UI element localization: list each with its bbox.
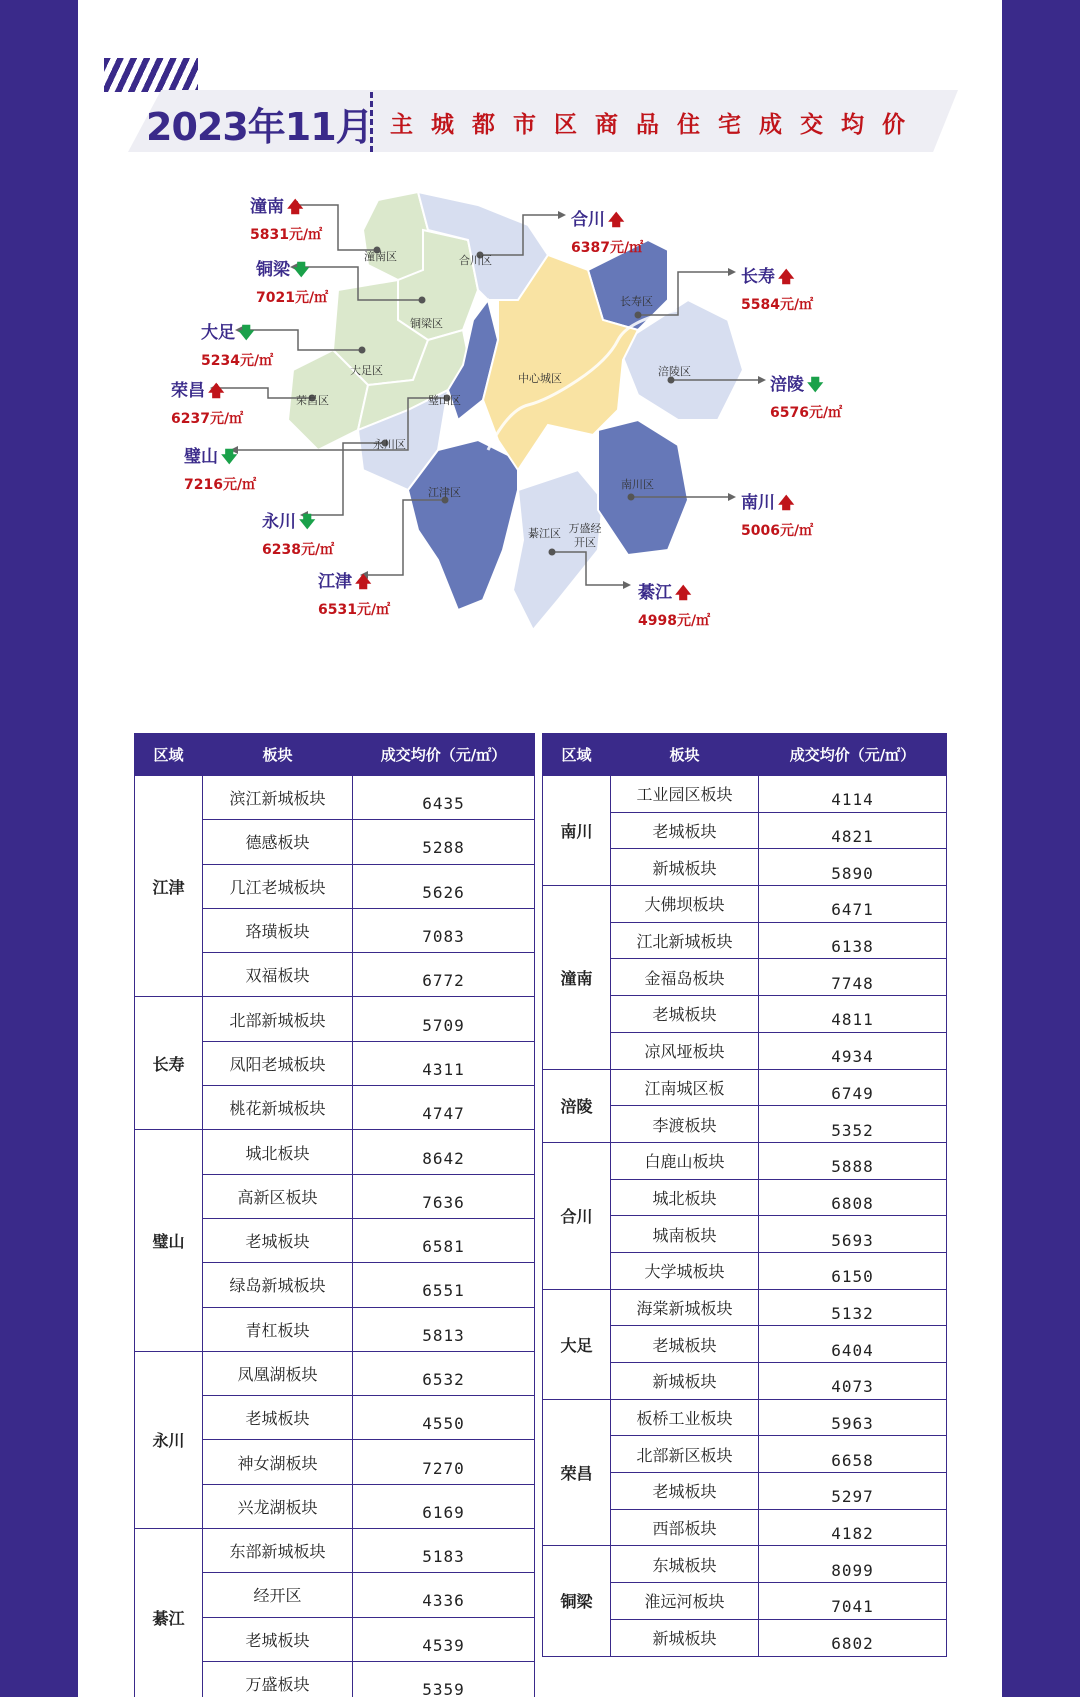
arrow-down-icon: 🡇 [807, 375, 824, 394]
price-cell: 6551 [353, 1263, 535, 1307]
callout-price: 6576元/㎡ [770, 405, 843, 421]
block-cell: 德感板块 [203, 820, 353, 864]
block-cell: 东城板块 [611, 1546, 759, 1583]
block-cell: 江南城区板 [611, 1069, 759, 1106]
district-label-tongnan: 潼南区 [364, 250, 397, 263]
block-cell: 城北板块 [611, 1179, 759, 1216]
price-cell: 5626 [353, 864, 535, 908]
callout-price: 5006元/㎡ [741, 523, 814, 539]
price-cell: 4539 [353, 1617, 535, 1661]
price-cell: 4336 [353, 1573, 535, 1617]
price-cell: 6749 [759, 1069, 947, 1106]
callout-name: 南川 [741, 493, 775, 513]
block-cell: 老城板块 [611, 1326, 759, 1363]
callout-name: 璧山 [184, 447, 218, 467]
arrow-up-icon: 🡅 [208, 381, 225, 400]
price-cell: 4114 [759, 776, 947, 813]
district-label-fuling: 涪陵区 [658, 365, 691, 378]
callout-price: 5234元/㎡ [201, 353, 274, 369]
price-cell: 5813 [353, 1307, 535, 1351]
block-cell: 江北新城板块 [611, 922, 759, 959]
callout-fuling [770, 370, 842, 422]
block-cell: 双福板块 [203, 953, 353, 997]
block-cell: 桃花新城板块 [203, 1086, 353, 1130]
price-cell: 6150 [759, 1252, 947, 1289]
price-cell: 6808 [759, 1179, 947, 1216]
header-price: 成交均价（元/㎡） [759, 734, 947, 776]
block-cell: 老城板块 [611, 812, 759, 849]
block-cell: 西部板块 [611, 1509, 759, 1546]
callout-price: 6531元/㎡ [318, 602, 391, 618]
table-row [543, 1546, 947, 1583]
arrow-down-icon: 🡇 [293, 260, 310, 279]
price-cell: 4550 [353, 1396, 535, 1440]
district-cell: 涪陵 [543, 1069, 611, 1142]
callout-price: 5584元/㎡ [741, 297, 814, 313]
table-row [135, 1351, 535, 1395]
callout-price: 4998元/㎡ [638, 613, 711, 629]
arrow-up-icon: 🡅 [675, 583, 692, 602]
callout-name: 合川 [571, 210, 605, 230]
price-cell: 6581 [353, 1218, 535, 1262]
header-district: 区域 [543, 734, 611, 776]
price-cell: 5693 [759, 1216, 947, 1253]
block-cell: 板桥工业板块 [611, 1399, 759, 1436]
block-cell: 大学城板块 [611, 1252, 759, 1289]
callout-rongchang [171, 376, 243, 428]
price-cell: 5183 [353, 1529, 535, 1573]
block-cell: 万盛板块 [203, 1661, 353, 1697]
district-cell: 大足 [543, 1289, 611, 1399]
left-border [0, 0, 78, 1697]
district-cell: 潼南 [543, 886, 611, 1069]
block-cell: 珞璜板块 [203, 908, 353, 952]
callout-name: 长寿 [741, 267, 775, 287]
arrow-down-icon: 🡇 [238, 323, 255, 342]
district-cell: 铜梁 [543, 1546, 611, 1656]
block-cell: 老城板块 [203, 1617, 353, 1661]
block-cell: 神女湖板块 [203, 1440, 353, 1484]
price-cell: 5709 [353, 997, 535, 1041]
price-cell: 4811 [759, 996, 947, 1033]
block-cell: 高新区板块 [203, 1174, 353, 1218]
price-table-left [134, 733, 535, 1697]
callout-name: 潼南 [250, 197, 284, 217]
callout-name: 永川 [262, 512, 296, 532]
table-row [135, 776, 535, 820]
district-label-hechuan: 合川区 [459, 254, 492, 267]
table-row [543, 1289, 947, 1326]
header-year-month: 2023年11月 [146, 105, 373, 149]
callout-name: 江津 [318, 572, 352, 592]
price-cell: 5132 [759, 1289, 947, 1326]
header-price: 成交均价（元/㎡） [353, 734, 535, 776]
table-row [135, 1130, 535, 1174]
block-cell: 新城板块 [611, 1363, 759, 1400]
table-header-row [543, 734, 947, 776]
map-region-qijiang [513, 470, 603, 630]
price-cell: 4934 [759, 1032, 947, 1069]
callout-dazu [201, 318, 273, 370]
table-row [543, 1069, 947, 1106]
block-cell: 城南板块 [611, 1216, 759, 1253]
district-cell: 璧山 [135, 1130, 203, 1351]
header-divider [370, 92, 373, 152]
report-card [78, 0, 1002, 1697]
price-cell: 6169 [353, 1484, 535, 1528]
table-row [135, 997, 535, 1041]
header-district: 区域 [135, 734, 203, 776]
arrow-up-icon: 🡅 [778, 267, 795, 286]
price-cell: 5888 [759, 1142, 947, 1179]
price-cell: 6404 [759, 1326, 947, 1363]
callout-jiangjin [318, 567, 390, 619]
price-cell: 5359 [353, 1661, 535, 1697]
block-cell: 李渡板块 [611, 1106, 759, 1143]
price-cell: 5890 [759, 849, 947, 886]
table-header-row [135, 734, 535, 776]
block-cell: 北部新区板块 [611, 1436, 759, 1473]
block-cell: 老城板块 [611, 1473, 759, 1510]
block-cell: 凉风垭板块 [611, 1032, 759, 1069]
price-cell: 5963 [759, 1399, 947, 1436]
block-cell: 老城板块 [203, 1396, 353, 1440]
price-cell: 7270 [353, 1440, 535, 1484]
price-cell: 4073 [759, 1363, 947, 1400]
block-cell: 白鹿山板块 [611, 1142, 759, 1179]
district-label-tongliang: 铜梁区 [410, 317, 443, 330]
price-cell: 6471 [759, 886, 947, 923]
price-cell: 6772 [353, 953, 535, 997]
block-cell: 淮远河板块 [611, 1583, 759, 1620]
arrow-up-icon: 🡅 [778, 493, 795, 512]
district-cell: 江津 [135, 776, 203, 997]
price-cell: 4182 [759, 1509, 947, 1546]
price-cell: 5352 [759, 1106, 947, 1143]
block-cell: 滨江新城板块 [203, 776, 353, 820]
price-cell: 6802 [759, 1619, 947, 1656]
price-cell: 8642 [353, 1130, 535, 1174]
price-cell: 5297 [759, 1473, 947, 1510]
block-cell: 几江老城板块 [203, 864, 353, 908]
district-label-rongchang: 荣昌区 [296, 394, 329, 407]
price-cell: 6138 [759, 922, 947, 959]
block-cell: 经开区 [203, 1573, 353, 1617]
district-map [78, 170, 1002, 700]
callout-price: 6238元/㎡ [262, 542, 335, 558]
district-label-nanchuan: 南川区 [621, 478, 654, 491]
block-cell: 东部新城板块 [203, 1529, 353, 1573]
header-stripes-decoration [104, 58, 198, 92]
block-cell: 老城板块 [611, 996, 759, 1033]
callout-price: 5831元/㎡ [250, 227, 323, 243]
block-cell: 北部新城板块 [203, 997, 353, 1041]
callout-tongliang [256, 255, 328, 307]
district-label-wansheng: 万盛经开区 [568, 522, 602, 549]
price-table-right [542, 733, 947, 1657]
block-cell: 城北板块 [203, 1130, 353, 1174]
callout-name: 大足 [201, 323, 235, 343]
price-cell: 7083 [353, 908, 535, 952]
right-border [1002, 0, 1080, 1697]
district-cell: 永川 [135, 1351, 203, 1528]
table-row [543, 1399, 947, 1436]
price-cell: 7041 [759, 1583, 947, 1620]
block-cell: 海棠新城板块 [611, 1289, 759, 1326]
district-label-center-city: 中心城区 [518, 372, 562, 385]
block-cell: 凤阳老城板块 [203, 1041, 353, 1085]
callout-qijiang [638, 578, 710, 630]
callout-price: 6387元/㎡ [571, 240, 644, 256]
map-region-tongnan [363, 192, 428, 280]
callout-price: 7216元/㎡ [184, 477, 257, 493]
header-block: 板块 [203, 734, 353, 776]
block-cell: 金福岛板块 [611, 959, 759, 996]
price-cell: 6435 [353, 776, 535, 820]
block-cell: 绿岛新城板块 [203, 1263, 353, 1307]
callout-changshou [741, 262, 813, 314]
district-label-yongchuan: 永川区 [373, 438, 406, 451]
district-label-dazu: 大足区 [350, 364, 383, 377]
price-cell: 4747 [353, 1086, 535, 1130]
callout-name: 綦江 [638, 583, 672, 603]
header-block: 板块 [611, 734, 759, 776]
district-cell: 綦江 [135, 1529, 203, 1697]
block-cell: 工业园区板块 [611, 776, 759, 813]
block-cell: 新城板块 [611, 1619, 759, 1656]
callout-tongnan [250, 192, 322, 244]
table-row [543, 1142, 947, 1179]
district-cell: 荣昌 [543, 1399, 611, 1546]
arrow-up-icon: 🡅 [355, 572, 372, 591]
district-map-svg [78, 170, 1002, 700]
table-row [543, 886, 947, 923]
block-cell: 大佛坝板块 [611, 886, 759, 923]
callout-yongchuan [262, 507, 334, 559]
price-cell: 6658 [759, 1436, 947, 1473]
district-label-qijiang: 綦江区 [528, 527, 561, 540]
district-cell: 南川 [543, 776, 611, 886]
block-cell: 老城板块 [203, 1218, 353, 1262]
callout-name: 涪陵 [770, 375, 804, 395]
table-body-right [543, 776, 947, 1657]
block-cell: 新城板块 [611, 849, 759, 886]
price-cell: 4821 [759, 812, 947, 849]
district-label-bishan: 璧山区 [428, 394, 461, 407]
district-label-jiangjin: 江津区 [428, 486, 461, 499]
price-cell: 6532 [353, 1351, 535, 1395]
callout-nanchuan [741, 488, 813, 540]
price-cell: 7748 [759, 959, 947, 996]
price-cell: 8099 [759, 1546, 947, 1583]
arrow-up-icon: 🡅 [287, 197, 304, 216]
district-label-changshou: 长寿区 [620, 295, 653, 308]
arrow-up-icon: 🡅 [608, 210, 625, 229]
block-cell: 青杠板块 [203, 1307, 353, 1351]
callout-price: 6237元/㎡ [171, 411, 244, 427]
district-cell: 长寿 [135, 997, 203, 1130]
callout-price: 7021元/㎡ [256, 290, 329, 306]
price-cell: 5288 [353, 820, 535, 864]
arrow-down-icon: 🡇 [221, 447, 238, 466]
table-body-left [135, 776, 535, 1697]
callout-bishan [184, 442, 256, 494]
price-cell: 7636 [353, 1174, 535, 1218]
callout-name: 铜梁 [256, 260, 290, 280]
callout-hechuan [571, 205, 643, 257]
arrow-down-icon: 🡇 [299, 512, 316, 531]
block-cell: 凤凰湖板块 [203, 1351, 353, 1395]
callout-name: 荣昌 [171, 381, 205, 401]
table-row [135, 1529, 535, 1573]
table-row [543, 776, 947, 813]
price-cell: 4311 [353, 1041, 535, 1085]
block-cell: 兴龙湖板块 [203, 1484, 353, 1528]
district-cell: 合川 [543, 1142, 611, 1289]
header-title: 主城都市区商品住宅成交均价 [390, 112, 923, 138]
